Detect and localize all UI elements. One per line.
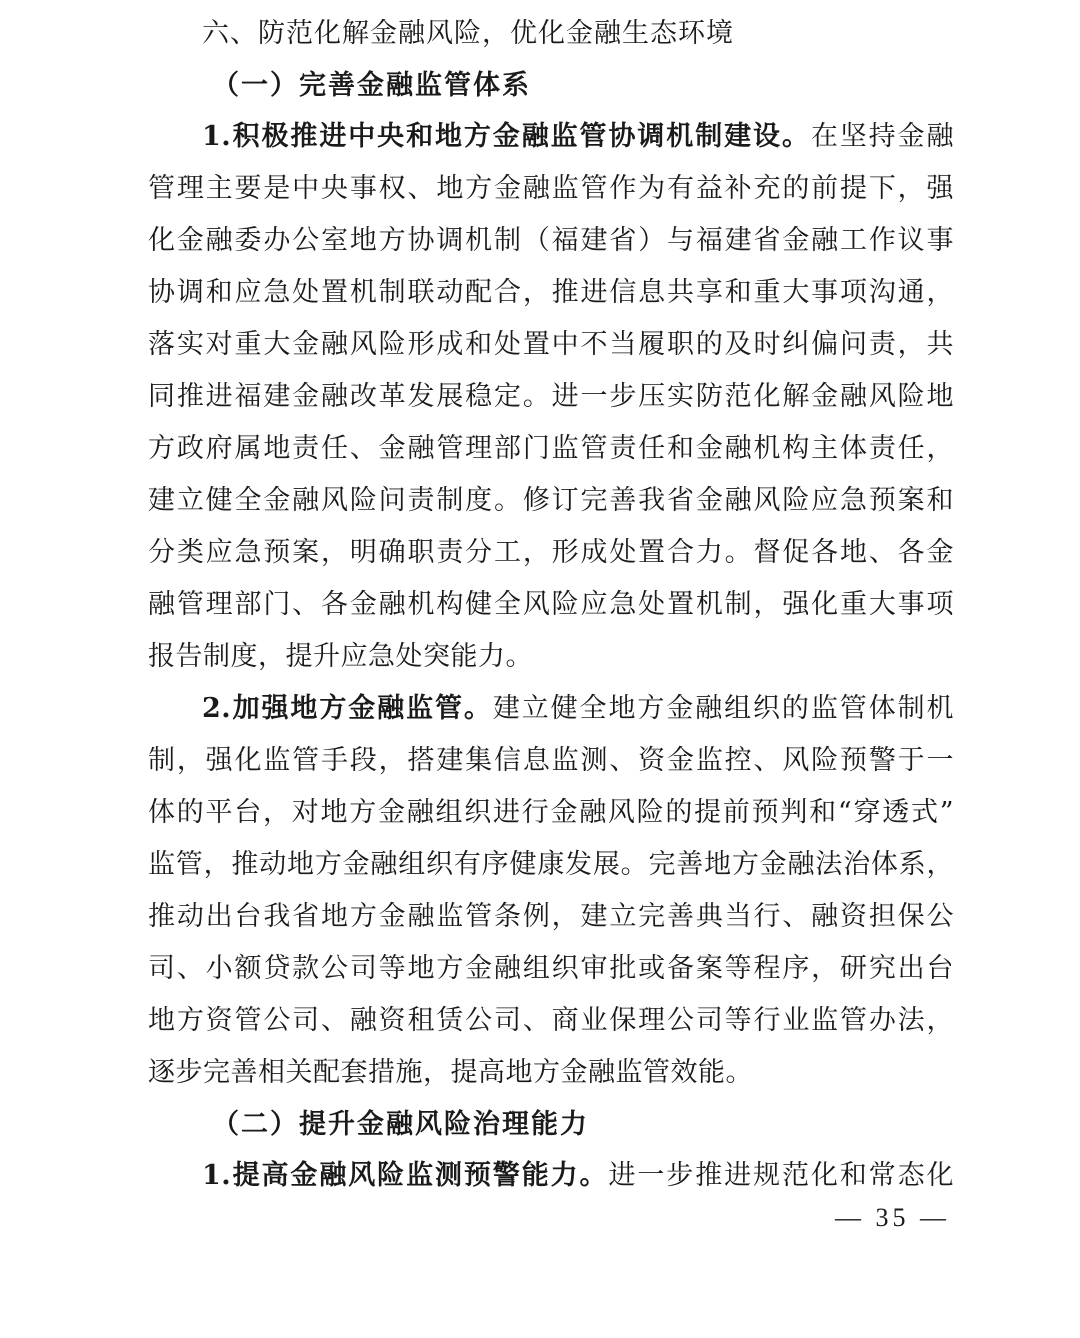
paragraph-1-line: 化金融委办公室地方协调机制（福建省）与福建省金融工作议事 [148, 225, 954, 256]
section-heading: 六、防范化解金融风险，优化金融生态环境 [202, 18, 734, 49]
paragraph-1-line: 分类应急预案，明确职责分工，形成处置合力。督促各地、各金 [148, 537, 954, 568]
paragraph-2-lead: 2.加强地方金融监管。 [202, 693, 493, 724]
paragraph-2-line: 推动出台我省地方金融监管条例，建立完善典当行、融资担保公 [148, 901, 954, 932]
subsection-heading-2: （二）提升金融风险治理能力 [212, 1109, 589, 1140]
paragraph-2-line: 体的平台，对地方金融组织进行金融风险的提前预判和“穿透式” [148, 797, 954, 828]
paragraph-2-line: 地方资管公司、融资租赁公司、商业保理公司等行业监管办法， [148, 1005, 954, 1036]
paragraph-2-line: 监管，推动地方金融组织有序健康发展。完善地方金融法治体系， [148, 849, 954, 880]
paragraph-2-lead-rest: 建立健全地方金融组织的监管体制机 [492, 693, 954, 724]
paragraph-1-line: 管理主要是中央事权、地方金融监管作为有益补充的前提下，强 [148, 173, 954, 204]
paragraph-2-line: 司、小额贷款公司等地方金融组织审批或备案等程序，研究出台 [148, 953, 954, 984]
paragraph-1-lead-rest: 在坚持金融 [810, 121, 955, 152]
paragraph-3-lead: 1.提高金融风险监测预警能力。 [202, 1160, 609, 1191]
paragraph-2-first-line [202, 683, 954, 735]
paragraph-2-line: 制，强化监管手段，搭建集信息监测、资金监控、风险预警于一 [148, 745, 954, 776]
paragraph-2-line: 逐步完善相关配套措施，提高地方金融监管效能。 [148, 1057, 753, 1088]
page-number: — 35 — [835, 1203, 950, 1232]
paragraph-1-first-line [202, 111, 954, 163]
paragraph-1-line: 建立健全金融风险问责制度。修订完善我省金融风险应急预案和 [148, 485, 954, 516]
paragraph-1-line: 同推进福建金融改革发展稳定。进一步压实防范化解金融风险地 [148, 381, 954, 412]
paragraph-1-line: 落实对重大金融风险形成和处置中不当履职的及时纠偏问责，共 [148, 329, 954, 360]
subsection-heading-1: （一）完善金融监管体系 [212, 70, 531, 101]
paragraph-1-line: 融管理部门、各金融机构健全风险应急处置机制，强化重大事项 [148, 589, 954, 620]
paragraph-3-first-line [202, 1150, 954, 1202]
paragraph-3-lead-rest: 进一步推进规范化和常态化 [608, 1160, 955, 1191]
paragraph-1-line: 报告制度，提升应急处突能力。 [148, 641, 533, 672]
paragraph-1-line: 方政府属地责任、金融管理部门监管责任和金融机构主体责任， [148, 433, 954, 464]
paragraph-1-lead: 1.积极推进中央和地方金融监管协调机制建设。 [202, 121, 811, 152]
paragraph-1-line: 协调和应急处置机制联动配合，推进信息共享和重大事项沟通， [148, 277, 954, 308]
